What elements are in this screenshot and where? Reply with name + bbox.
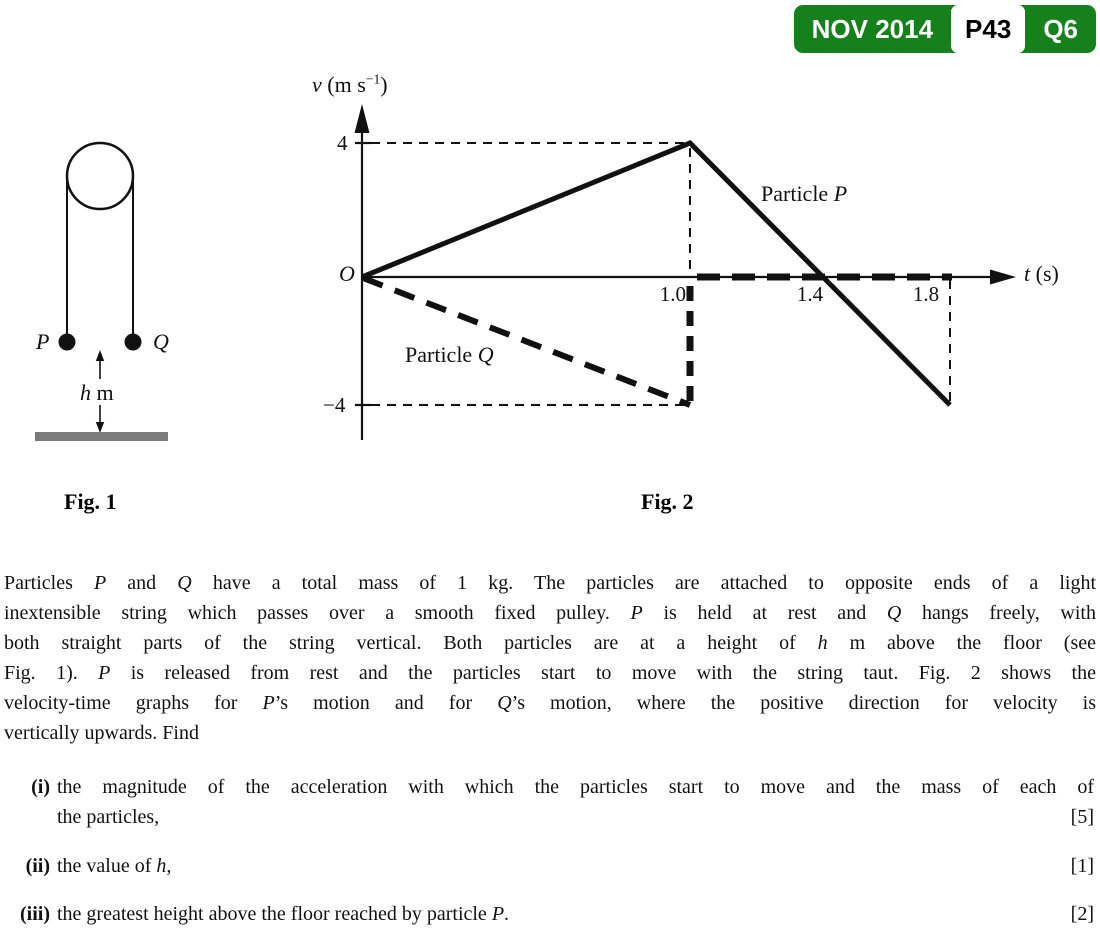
- fig1-label-q: Q: [153, 329, 169, 354]
- paragraph-line: inextensible string which passes over a smooth fixed pulley. P is held at rest and Q hangs freely, with: [4, 602, 1096, 624]
- x-tick-label-1-4: 1.4: [796, 282, 824, 306]
- x-tick-label-1-8: 1.8: [912, 282, 940, 306]
- question-part-ii: [0, 851, 1100, 881]
- x-axis-arrowhead: [990, 270, 1016, 285]
- paragraph-line: velocity-time graphs for P’s motion and for Q’s motion, where the positive direction for velocity is: [4, 692, 1096, 714]
- origin-label: O: [339, 261, 355, 286]
- question-part-i: [0, 772, 1100, 832]
- marks-badge: [2]: [1070, 903, 1094, 925]
- x-axis-label: t (s): [1024, 261, 1059, 286]
- question-part-iii: [0, 899, 1100, 929]
- part-text-line: the greatest height above the floor reached by particle P.: [57, 903, 510, 925]
- particle-p-dot: [59, 334, 76, 351]
- y-tick-label-4: 4: [337, 131, 348, 155]
- paragraph-line: vertically upwards. Find: [4, 722, 199, 744]
- paragraph-line: both straight parts of the string vertical. Both particles are at a height of h m above the floor (see: [4, 632, 1096, 654]
- part-text-line: the value of h,: [57, 855, 172, 877]
- series-q-label: Particle Q: [405, 342, 494, 367]
- pulley-wheel: [67, 143, 133, 209]
- part-number: (iii): [20, 903, 50, 925]
- figures-canvas: [0, 60, 1100, 470]
- fig1-height-label: h m: [80, 380, 114, 405]
- x-tick-label-1-0: 1.0: [659, 282, 686, 306]
- y-tick-label-neg4: −4: [323, 393, 346, 417]
- badge-paper: P43: [951, 5, 1025, 53]
- paragraph-line: Fig. 1). P is released from rest and the particles start to move with the string taut. Fig. 2 shows the: [4, 662, 1096, 684]
- paragraph-line: Particles P and Q have a total mass of 1 kg. The particles are attached to opposite ends of a light: [4, 572, 1096, 594]
- question-parts: [0, 772, 1100, 929]
- part-number: (ii): [25, 855, 50, 877]
- y-axis-label: v (m $s^{-1}$): [312, 71, 388, 97]
- fig1-caption: Fig. 1: [64, 489, 117, 514]
- floor: [35, 432, 168, 441]
- badge-question: Q6: [1043, 13, 1078, 44]
- exam-reference-badge: [794, 5, 1096, 53]
- part-number: (i): [31, 776, 50, 798]
- y-axis-arrowhead: [355, 104, 370, 133]
- marks-badge: [1]: [1070, 855, 1094, 877]
- part-text-line: the particles,: [57, 806, 160, 828]
- fig2-caption: Fig. 2: [641, 489, 694, 514]
- badge-session: NOV 2014: [811, 13, 934, 44]
- fig1-label-p: P: [36, 329, 50, 354]
- question-stem-paragraph: [4, 568, 1096, 748]
- particle-q-dot: [125, 334, 142, 351]
- fig2-velocity-time-graph: [355, 104, 1017, 440]
- axes: [355, 104, 1017, 440]
- series-p-label: Particle P: [761, 181, 848, 206]
- marks-badge: [5]: [1070, 806, 1094, 828]
- part-text-line: the magnitude of the acceleration with which the particles start to move and the mass of each of: [57, 776, 1094, 798]
